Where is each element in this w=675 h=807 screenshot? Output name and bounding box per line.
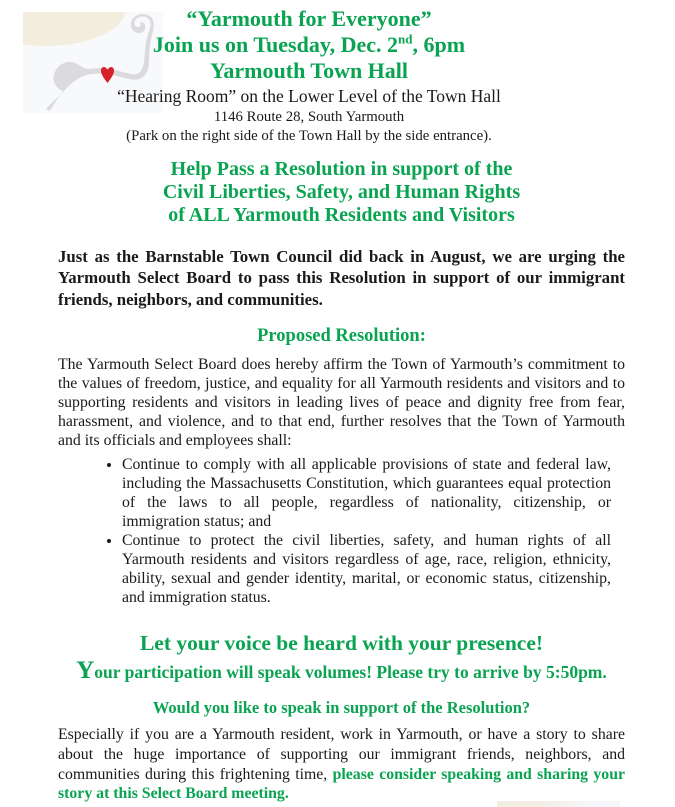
resolution-preamble: The Yarmouth Select Board does hereby affirm the Town of Yarmouth’s commitment to the values of freedom, justice, and equality for all Yarmouth residents and visitors and to supporting residents and visitors in leading lives of peace and dignity free from fear, harassment, and violence, and to that end, further resolves that the Town of Yarmouth and its officials and employees shall:	[58, 355, 625, 449]
parking-line: (Park on the right side of the Town Hall by the side entrance).	[126, 128, 492, 144]
voice-heading: Let your voice be heard with your presence!	[139, 631, 544, 656]
bottom-image-edge	[497, 801, 620, 807]
address-line: 1146 Route 28, South Yarmouth	[213, 109, 405, 125]
resolution-bullet-list	[58, 455, 625, 607]
resolution-heading: Proposed Resolution:	[257, 325, 426, 346]
closing-paragraph	[58, 725, 625, 803]
flyer-title: “Yarmouth for Everyone”	[186, 6, 432, 31]
call-heading-line-2: Civil Liberties, Safety, and Human Rights	[162, 181, 521, 203]
venue-line: “Hearing Room” on the Lower Level of the Town Hall	[117, 86, 501, 106]
speak-question-heading: Would you like to speak in support of the Resolution?	[152, 698, 531, 718]
flyer-body	[58, 158, 625, 804]
resolution-bullet-2: • Continue to protect the civil liberties, safety, and human rights of all Yarmouth residents and visitors regardless of age, race, religion, ethnicity, ability, sexual and gender identity, marital, or economic status, citizenship, and immigration status.	[122, 531, 625, 607]
date-time-text: , 6pm	[412, 32, 466, 57]
date-text: Join us on Tuesday, Dec. 2	[152, 32, 399, 57]
call-heading-line-1: Help Pass a Resolution in support of the	[170, 158, 513, 180]
participation-text: our participation will speak volumes! Please try to arrive by 5:50pm.	[94, 662, 607, 683]
date-ordinal-superscript: nd	[398, 31, 413, 47]
event-location: Yarmouth Town Hall	[209, 58, 409, 83]
resolution-bullet-1: • Continue to comply with all applicable provisions of state and federal law, including the Massachusetts Constitution, which guarantees equal protection of the laws to all people, regardless of nationality, citizenship, or immigration status; and	[122, 455, 625, 531]
call-heading-line-3: of ALL Yarmouth Residents and Visitors	[168, 204, 515, 226]
call-to-action-heading	[58, 158, 625, 227]
closing-green-text: please consider speaking and sharing your story at this Select Board meeting.	[58, 765, 625, 803]
participation-initial: Y	[76, 657, 95, 685]
event-header	[0, 6, 618, 146]
closing-black-text: Especially if you are a Yarmouth resident, work in Yarmouth, or have a story to share about the huge importance of supporting our immigrant friends, neighbors, and communities during this frightening time,	[58, 726, 625, 783]
intro-paragraph: Just as the Barnstable Town Council did back in August, we are urging the Yarmouth Select Board to pass this Resolution in support of our immigrant friends, neighbors, and communities.	[58, 247, 625, 309]
participation-line	[58, 658, 625, 685]
event-date-line	[0, 32, 618, 58]
